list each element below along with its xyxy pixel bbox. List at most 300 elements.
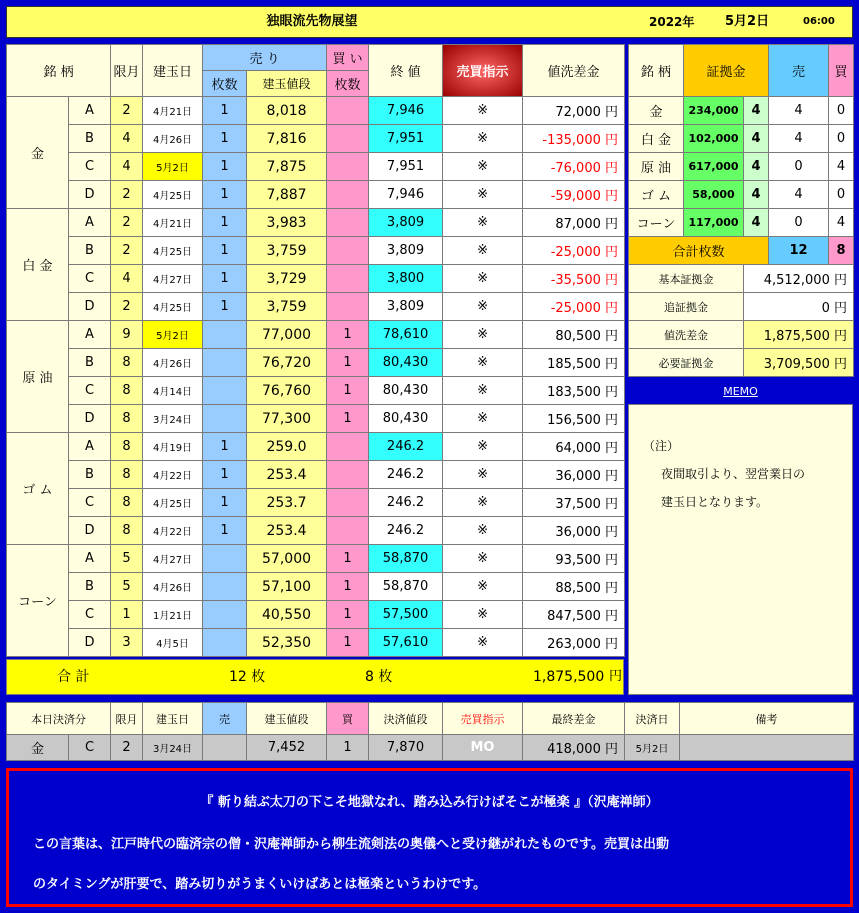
sell-count: 1 [203, 489, 247, 517]
contract-code: D [69, 629, 111, 657]
open-price: 259.0 [247, 433, 327, 461]
table-row [7, 237, 625, 265]
open-date: 4月22日 [143, 517, 203, 545]
sell-count: 1 [203, 97, 247, 125]
close-price: 246.2 [369, 433, 443, 461]
margin-row [629, 209, 854, 237]
buy-count [327, 97, 369, 125]
buy-count [327, 209, 369, 237]
sell-count: 1 [203, 461, 247, 489]
sell-count [203, 349, 247, 377]
open-price: 3,983 [247, 209, 327, 237]
sell-count [203, 601, 247, 629]
contract-month: 3 [111, 629, 143, 657]
open-date: 4月25日 [143, 237, 203, 265]
contract-code: C [69, 153, 111, 181]
sell-count [203, 405, 247, 433]
close-price: 246.2 [369, 461, 443, 489]
header-time: 06:00 [803, 16, 835, 27]
contract-code: A [69, 433, 111, 461]
settle-col-open-price: 建玉値段 [247, 703, 327, 735]
diff-cell [523, 517, 625, 545]
buy-count: 1 [327, 377, 369, 405]
settle-month: 2 [111, 735, 143, 761]
buy-count [327, 489, 369, 517]
margin-count-buy: 8 [829, 237, 854, 265]
open-price: 7,875 [247, 153, 327, 181]
table-row [7, 629, 625, 657]
instruction-mark: ※ [443, 629, 523, 657]
diff-unit: 円 [605, 553, 619, 568]
diff-value: 847,500 [547, 609, 601, 624]
col-open-date: 建玉日 [143, 45, 203, 97]
margin-count-label: 合計枚数 [629, 237, 769, 265]
contract-month: 8 [111, 489, 143, 517]
quote-line1: この言葉は、江戸時代の臨済宗の僧・沢庵禅師から柳生流剣法の奥儀へと受け継がれたものです。売買は出動 [33, 837, 669, 852]
open-date: 5月2日 [143, 153, 203, 181]
contract-month: 8 [111, 433, 143, 461]
diff-value: 80,500 [555, 329, 601, 344]
margin-col-brand: 銘 柄 [629, 45, 684, 97]
diff-cell [523, 293, 625, 321]
buy-count: 1 [327, 405, 369, 433]
instruction-mark: ※ [443, 265, 523, 293]
settle-col-sell: 売 [203, 703, 247, 735]
close-price: 7,946 [369, 181, 443, 209]
close-price: 3,809 [369, 293, 443, 321]
diff-cell [523, 461, 625, 489]
diff-cell [523, 433, 625, 461]
table-row [7, 97, 625, 125]
table-row [7, 209, 625, 237]
instruction-mark: ※ [443, 545, 523, 573]
instruction-mark: ※ [443, 237, 523, 265]
margin-buy: 4 [829, 209, 854, 237]
open-date: 3月24日 [143, 405, 203, 433]
diff-cell [523, 125, 625, 153]
diff-unit: 円 [605, 189, 619, 204]
buy-count: 1 [327, 629, 369, 657]
margin-summary-row [629, 349, 854, 377]
memo-note-line1: 夜間取引より、翌営業日の [661, 467, 806, 481]
margin-summary-cell [744, 293, 854, 321]
col-month: 限月 [111, 45, 143, 97]
table-row [7, 321, 625, 349]
settle-col-instruction: 売買指示 [443, 703, 523, 735]
diff-value: 72,000 [555, 105, 601, 120]
memo-panel [628, 404, 853, 695]
open-price: 57,100 [247, 573, 327, 601]
header-bar [6, 6, 853, 38]
instruction-mark: ※ [443, 573, 523, 601]
diff-cell [523, 489, 625, 517]
diff-value: 156,500 [547, 413, 601, 428]
settle-col-month: 限月 [111, 703, 143, 735]
diff-cell [523, 349, 625, 377]
diff-cell [523, 265, 625, 293]
table-row [7, 377, 625, 405]
settle-code: C [69, 735, 111, 761]
diff-unit: 円 [605, 441, 619, 456]
diff-value: 37,500 [555, 497, 601, 512]
close-price: 80,430 [369, 405, 443, 433]
close-price: 78,610 [369, 321, 443, 349]
close-price: 7,951 [369, 125, 443, 153]
settle-col-note: 備考 [680, 703, 854, 735]
instruction-mark: ※ [443, 125, 523, 153]
close-price: 57,500 [369, 601, 443, 629]
open-date: 4月5日 [143, 629, 203, 657]
settle-col-settle-date: 決済日 [625, 703, 680, 735]
open-price: 77,000 [247, 321, 327, 349]
sell-count: 1 [203, 433, 247, 461]
contract-month: 2 [111, 293, 143, 321]
diff-unit: 円 [605, 133, 619, 148]
contract-code: D [69, 517, 111, 545]
buy-count [327, 461, 369, 489]
margin-summary-label: 値洗差金 [629, 321, 744, 349]
settlement-table [6, 702, 854, 761]
diff-unit: 円 [605, 105, 619, 120]
margin-summary-value: 0 [821, 301, 830, 316]
buy-count: 1 [327, 321, 369, 349]
open-price: 3,759 [247, 293, 327, 321]
settle-sell [203, 735, 247, 761]
instruction-mark: ※ [443, 461, 523, 489]
total-sell: 12 枚 [229, 669, 266, 685]
diff-unit: 円 [605, 469, 619, 484]
group-name: 金 [7, 97, 69, 209]
settle-col-open-date: 建玉日 [143, 703, 203, 735]
margin-buy: 0 [829, 125, 854, 153]
memo-header [628, 380, 853, 402]
diff-cell [523, 209, 625, 237]
group-name: コーン [7, 545, 69, 657]
settle-settle-price: 7,870 [369, 735, 443, 761]
col-open-price: 建玉値段 [247, 71, 327, 97]
sell-count: 1 [203, 181, 247, 209]
sell-count [203, 321, 247, 349]
sell-count [203, 377, 247, 405]
page-title: 独眼流先物展望 [266, 14, 358, 29]
table-row [7, 573, 625, 601]
margin-row [629, 153, 854, 181]
contract-month: 2 [111, 97, 143, 125]
margin-brand: ゴ ム [629, 181, 684, 209]
diff-unit: 円 [605, 637, 619, 652]
diff-value: 36,000 [555, 525, 601, 540]
open-price: 40,550 [247, 601, 327, 629]
settle-final-diff-value: 418,000 [547, 742, 601, 757]
settle-buy: 1 [327, 735, 369, 761]
margin-summary-label: 追証拠金 [629, 293, 744, 321]
margin-amount: 117,000 [684, 209, 744, 237]
open-date: 1月21日 [143, 601, 203, 629]
instruction-mark: ※ [443, 601, 523, 629]
contract-code: C [69, 265, 111, 293]
close-price: 80,430 [369, 349, 443, 377]
contract-code: B [69, 349, 111, 377]
diff-cell [523, 237, 625, 265]
margin-sell: 4 [769, 125, 829, 153]
instruction-mark: ※ [443, 405, 523, 433]
diff-cell [523, 545, 625, 573]
group-name: ゴ ム [7, 433, 69, 545]
instruction-mark: ※ [443, 181, 523, 209]
sell-count: 1 [203, 293, 247, 321]
open-price: 52,350 [247, 629, 327, 657]
sell-count: 1 [203, 237, 247, 265]
close-price: 80,430 [369, 377, 443, 405]
total-buy: 8 枚 [365, 669, 393, 685]
settle-final-diff [523, 735, 625, 761]
table-row [7, 405, 625, 433]
margin-amount: 234,000 [684, 97, 744, 125]
table-row [7, 125, 625, 153]
margin-summary-value: 3,709,500 [763, 357, 830, 372]
close-price: 3,800 [369, 265, 443, 293]
settle-open-price: 7,452 [247, 735, 327, 761]
col-buy-count: 枚数 [327, 71, 369, 97]
open-price: 3,759 [247, 237, 327, 265]
close-price: 3,809 [369, 237, 443, 265]
sell-count [203, 573, 247, 601]
margin-summary-cell [744, 349, 854, 377]
margin-col-sell: 売 [769, 45, 829, 97]
contract-code: A [69, 97, 111, 125]
settle-date: 5月2日 [625, 735, 680, 761]
quote-line2: のタイミングが肝要で、踏み切りがうまくいけばあとは極楽というわけです。 [33, 877, 487, 892]
open-price: 8,018 [247, 97, 327, 125]
contract-month: 2 [111, 181, 143, 209]
instruction-mark: ※ [443, 517, 523, 545]
margin-summary-unit: 円 [834, 329, 848, 344]
settle-col-buy: 買 [327, 703, 369, 735]
margin-col-buy: 買 [829, 45, 854, 97]
margin-brand: 金 [629, 97, 684, 125]
contract-code: B [69, 461, 111, 489]
settle-brand: 金 [7, 735, 69, 761]
open-date: 4月21日 [143, 209, 203, 237]
buy-count: 1 [327, 349, 369, 377]
open-price: 77,300 [247, 405, 327, 433]
table-row [7, 293, 625, 321]
table-row [7, 489, 625, 517]
margin-summary-row [629, 321, 854, 349]
margin-count-sell: 12 [769, 237, 829, 265]
sell-count: 1 [203, 517, 247, 545]
contract-code: C [69, 377, 111, 405]
margin-row [629, 125, 854, 153]
diff-value: -59,000 [550, 189, 601, 204]
table-row [7, 349, 625, 377]
margin-summary-cell [744, 265, 854, 293]
diff-value: -35,500 [550, 273, 601, 288]
instruction-mark: ※ [443, 489, 523, 517]
group-name: 白 金 [7, 209, 69, 321]
contract-month: 8 [111, 405, 143, 433]
margin-amount: 58,000 [684, 181, 744, 209]
margin-summary-cell [744, 321, 854, 349]
settle-open-date: 3月24日 [143, 735, 203, 761]
margin-sell: 4 [769, 97, 829, 125]
margin-brand: コーン [629, 209, 684, 237]
diff-value: 36,000 [555, 469, 601, 484]
margin-summary-label: 必要証拠金 [629, 349, 744, 377]
table-row [7, 545, 625, 573]
contract-code: D [69, 293, 111, 321]
settle-col-label: 本日決済分 [7, 703, 111, 735]
table-row [7, 517, 625, 545]
open-date: 4月26日 [143, 349, 203, 377]
contract-month: 5 [111, 545, 143, 573]
total-unit: 円 [609, 669, 623, 684]
margin-summary-unit: 円 [834, 301, 848, 316]
margin-count-row [629, 237, 854, 265]
settle-instruction: MO [443, 735, 523, 761]
contract-month: 2 [111, 237, 143, 265]
contract-month: 8 [111, 461, 143, 489]
buy-count [327, 237, 369, 265]
open-price: 253.7 [247, 489, 327, 517]
margin-multiplier: 4 [744, 209, 769, 237]
positions-table [6, 44, 625, 657]
memo-note-title: （注） [643, 439, 680, 453]
open-price: 57,000 [247, 545, 327, 573]
header-date: 5月2日 [725, 14, 770, 29]
diff-unit: 円 [605, 161, 619, 176]
col-brand: 銘 柄 [7, 45, 111, 97]
contract-code: A [69, 545, 111, 573]
contract-code: B [69, 237, 111, 265]
margin-sell: 0 [769, 209, 829, 237]
diff-cell [523, 601, 625, 629]
contract-month: 8 [111, 377, 143, 405]
diff-value: 185,500 [547, 357, 601, 372]
contract-month: 9 [111, 321, 143, 349]
diff-cell [523, 405, 625, 433]
sell-count: 1 [203, 125, 247, 153]
total-diff: 1,875,500 [533, 669, 605, 685]
margin-multiplier: 4 [744, 125, 769, 153]
contract-month: 2 [111, 209, 143, 237]
margin-table [628, 44, 854, 377]
diff-value: -135,000 [542, 133, 601, 148]
margin-multiplier: 4 [744, 181, 769, 209]
open-date: 4月22日 [143, 461, 203, 489]
buy-count: 1 [327, 601, 369, 629]
settle-note [680, 735, 854, 761]
diff-value: 87,000 [555, 217, 601, 232]
margin-sell: 0 [769, 153, 829, 181]
open-price: 7,887 [247, 181, 327, 209]
contract-month: 8 [111, 349, 143, 377]
open-price: 76,760 [247, 377, 327, 405]
contract-month: 1 [111, 601, 143, 629]
close-price: 246.2 [369, 489, 443, 517]
diff-unit: 円 [605, 329, 619, 344]
col-sell-count: 枚数 [203, 71, 247, 97]
diff-unit: 円 [605, 245, 619, 260]
margin-summary-row [629, 265, 854, 293]
memo-link[interactable]: MEMO [723, 385, 758, 398]
group-name: 原 油 [7, 321, 69, 433]
diff-value: -76,000 [550, 161, 601, 176]
open-date: 4月27日 [143, 265, 203, 293]
margin-col-amount: 証拠金 [684, 45, 769, 97]
settle-col-final-diff: 最終差金 [523, 703, 625, 735]
margin-summary-unit: 円 [834, 273, 848, 288]
sell-count [203, 629, 247, 657]
contract-month: 8 [111, 517, 143, 545]
margin-brand: 原 油 [629, 153, 684, 181]
open-date: 4月26日 [143, 573, 203, 601]
diff-unit: 円 [605, 217, 619, 232]
sell-count: 1 [203, 265, 247, 293]
diff-value: 88,500 [555, 581, 601, 596]
col-instruction-button[interactable]: 売買指示 [443, 45, 523, 97]
open-date: 4月19日 [143, 433, 203, 461]
diff-cell [523, 321, 625, 349]
buy-count [327, 293, 369, 321]
open-date: 4月21日 [143, 97, 203, 125]
open-date: 4月27日 [143, 545, 203, 573]
contract-month: 5 [111, 573, 143, 601]
table-row [7, 181, 625, 209]
diff-unit: 円 [605, 609, 619, 624]
buy-count: 1 [327, 573, 369, 601]
diff-cell [523, 573, 625, 601]
open-date: 4月26日 [143, 125, 203, 153]
diff-value: 183,500 [547, 385, 601, 400]
contract-month: 4 [111, 125, 143, 153]
diff-unit: 円 [605, 525, 619, 540]
diff-value: 93,500 [555, 553, 601, 568]
open-date: 4月14日 [143, 377, 203, 405]
buy-count [327, 517, 369, 545]
open-price: 7,816 [247, 125, 327, 153]
diff-unit: 円 [605, 357, 619, 372]
buy-count [327, 181, 369, 209]
margin-brand: 白 金 [629, 125, 684, 153]
col-sell: 売 り [203, 45, 327, 71]
open-price: 3,729 [247, 265, 327, 293]
open-date: 4月25日 [143, 181, 203, 209]
buy-count: 1 [327, 545, 369, 573]
col-close: 終 値 [369, 45, 443, 97]
total-label: 合 計 [57, 669, 90, 685]
margin-multiplier: 4 [744, 153, 769, 181]
table-row [7, 153, 625, 181]
close-price: 3,809 [369, 209, 443, 237]
table-row [7, 601, 625, 629]
contract-code: D [69, 405, 111, 433]
close-price: 57,610 [369, 629, 443, 657]
diff-cell [523, 629, 625, 657]
table-row [7, 433, 625, 461]
open-price: 253.4 [247, 461, 327, 489]
diff-value: 64,000 [555, 441, 601, 456]
buy-count [327, 153, 369, 181]
margin-sell: 4 [769, 181, 829, 209]
margin-row [629, 97, 854, 125]
instruction-mark: ※ [443, 321, 523, 349]
diff-unit: 円 [605, 581, 619, 596]
diff-cell [523, 181, 625, 209]
instruction-mark: ※ [443, 97, 523, 125]
contract-code: C [69, 601, 111, 629]
diff-unit: 円 [605, 273, 619, 288]
